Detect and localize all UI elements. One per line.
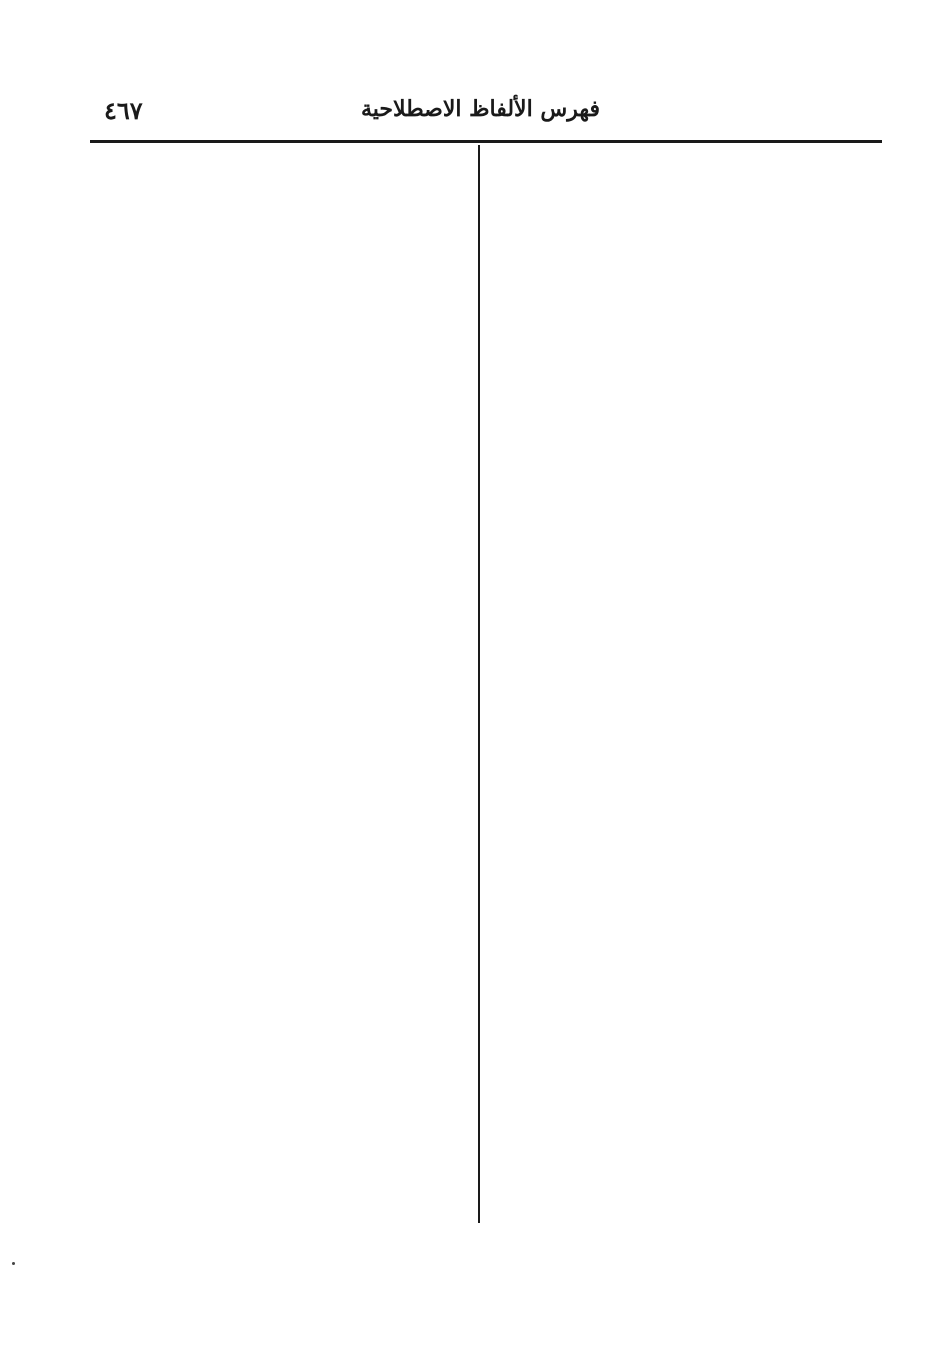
page-number: ٤٦٧ — [104, 96, 143, 125]
scan-speck — [12, 1262, 15, 1265]
page-title: فهرس الألفاظ الاصطلاحية — [360, 96, 600, 122]
column-divider — [478, 145, 480, 1223]
header-rule — [90, 140, 882, 143]
